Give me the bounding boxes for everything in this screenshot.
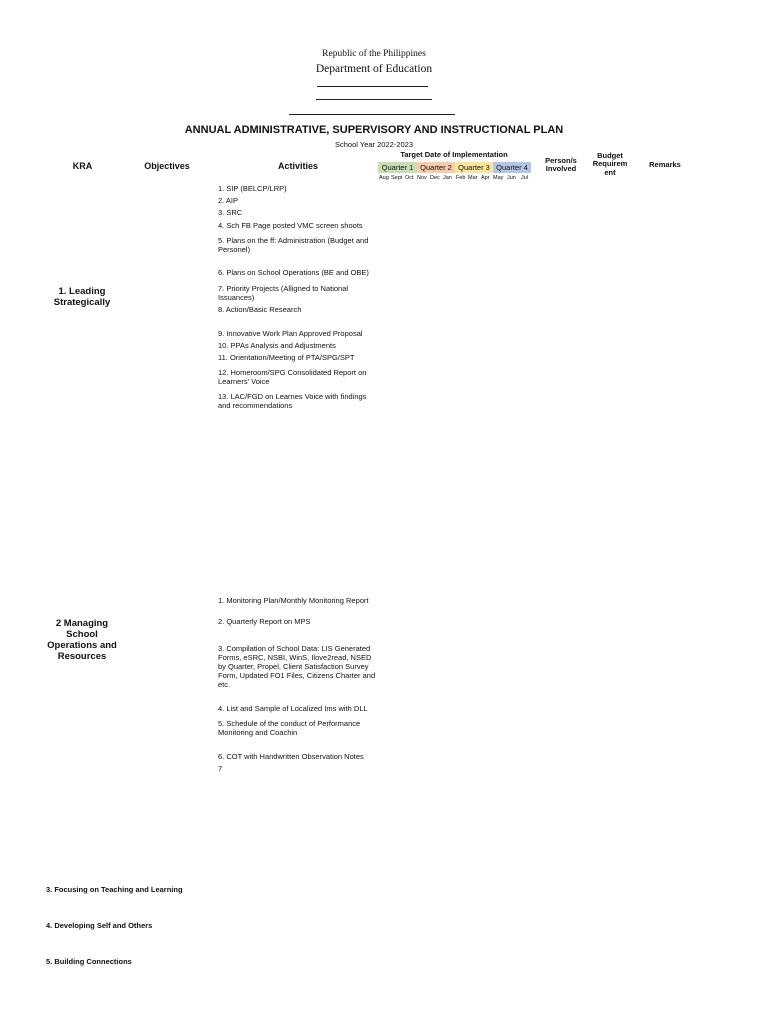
quarter-2-label: Quarter 2 xyxy=(420,163,452,172)
month-may: May xyxy=(493,175,504,181)
kra2-activity-1: 1. Monitoring Plan/Monthly Monitoring Report xyxy=(218,596,369,605)
month-jun: Jun xyxy=(507,175,516,181)
col-kra: KRA xyxy=(72,161,93,171)
kra1-activity-12: 12. Homeroom/SPG Consolidated Report on Learners' Voice xyxy=(218,368,367,386)
quarter-2 xyxy=(417,162,455,173)
month-jan: Jan xyxy=(443,175,452,181)
col-remarks: Remarks xyxy=(649,160,681,169)
kra1-activity-9: 9. Innovative Work Plan Approved Proposal xyxy=(218,329,363,338)
kra1-activity-2: 2. AIP xyxy=(218,196,239,205)
col-activities: Activities xyxy=(277,161,319,171)
kra2-activity-2: 2. Quarterly Report on MPS xyxy=(218,617,311,626)
quarter-4-label: Quarter 4 xyxy=(496,163,528,172)
month-nov: Nov xyxy=(417,175,427,181)
quarter-3 xyxy=(455,162,493,173)
month-oct: Oct xyxy=(405,175,414,181)
school-year: School Year 2022-2023 xyxy=(335,140,413,149)
kra2-activity-4: 4. List and Sample of Localized Ims with DLL xyxy=(218,704,368,713)
col-target-date: Target Date of Implementation xyxy=(400,150,508,159)
kra1-activity-13: 13. LAC/FGD on Learnes Voice with findings and recommendations xyxy=(218,392,367,410)
kra1-activity-5: 5. Plans on the ff: Administration (Budget and Personel) xyxy=(218,236,369,254)
kra1-activity-4: 4. Sch FB Page posted VMC screen shoots xyxy=(218,221,363,230)
office-line-3 xyxy=(289,114,455,115)
month-apr: Apr xyxy=(481,175,490,181)
month-feb: Feb xyxy=(456,175,466,181)
department-label: Department of Education xyxy=(315,63,433,75)
kra1-activity-3: 3. SRC xyxy=(218,208,243,217)
kra1-activity-8: 8. Action/Basic Research xyxy=(218,305,302,314)
office-line-2 xyxy=(316,99,432,100)
month-sept: Sept xyxy=(391,175,403,181)
month-dec: Dec xyxy=(430,175,440,181)
kra1-activity-6: 6. Plans on School Operations (BE and OBE) xyxy=(218,268,369,277)
quarter-3-label: Quarter 3 xyxy=(458,163,490,172)
kra-5-label: 5. Building Connections xyxy=(46,957,132,966)
quarter-4 xyxy=(493,162,531,173)
col-persons: Person/s Involved xyxy=(545,156,577,174)
col-budget: Budget Requirem ent xyxy=(592,151,628,177)
plan-title: ANNUAL ADMINISTRATIVE, SUPERVISORY AND INSTRUCTIONAL PLAN xyxy=(184,124,564,136)
kra2-activity-5: 5. Schedule of the conduct of Performance Monitoring and Coachin xyxy=(218,719,361,737)
quarter-1 xyxy=(378,162,417,173)
month-aug: Aug xyxy=(379,175,389,181)
kra2-activity-7: 7 xyxy=(218,764,223,773)
month-jul: Jul xyxy=(521,175,529,181)
kra-3-label: 3. Focusing on Teaching and Learning xyxy=(46,885,183,894)
kra2-activity-3: 3. Compilation of School Data: LIS Generated Forms, eSRC, NSBI, WinS, Ilove2read, NSED by Quarter, Propel, Client Satisfaction Survey Form, Updated FO1 Files, Citizens Charter and etc. xyxy=(218,644,376,689)
kra1-activity-11: 11. Orientation/Meeting of PTA/SPG/SPT xyxy=(218,353,355,362)
office-line-1 xyxy=(317,86,428,87)
republic-label: Republic of the Philippines xyxy=(322,49,426,59)
kra-1-label: 1. Leading Strategically xyxy=(53,286,111,308)
col-objectives: Objectives xyxy=(144,161,190,171)
kra-4-label: 4. Developing Self and Others xyxy=(46,921,153,930)
kra1-activity-7: 7. Priority Projects (Alligned to National Issuances) xyxy=(218,284,349,302)
kra1-activity-10: 10. PPAs Analysis and Adjustments xyxy=(218,341,336,350)
month-mar: Mar xyxy=(468,175,478,181)
kra1-activity-1: 1. SIP (BELCP/LRP) xyxy=(218,184,287,193)
kra-2-label: 2 Managing School Operations and Resources xyxy=(47,618,117,662)
kra2-activity-6: 6. COT with Handwritten Observation Notes xyxy=(218,752,364,761)
quarter-1-label: Quarter 1 xyxy=(381,163,414,172)
